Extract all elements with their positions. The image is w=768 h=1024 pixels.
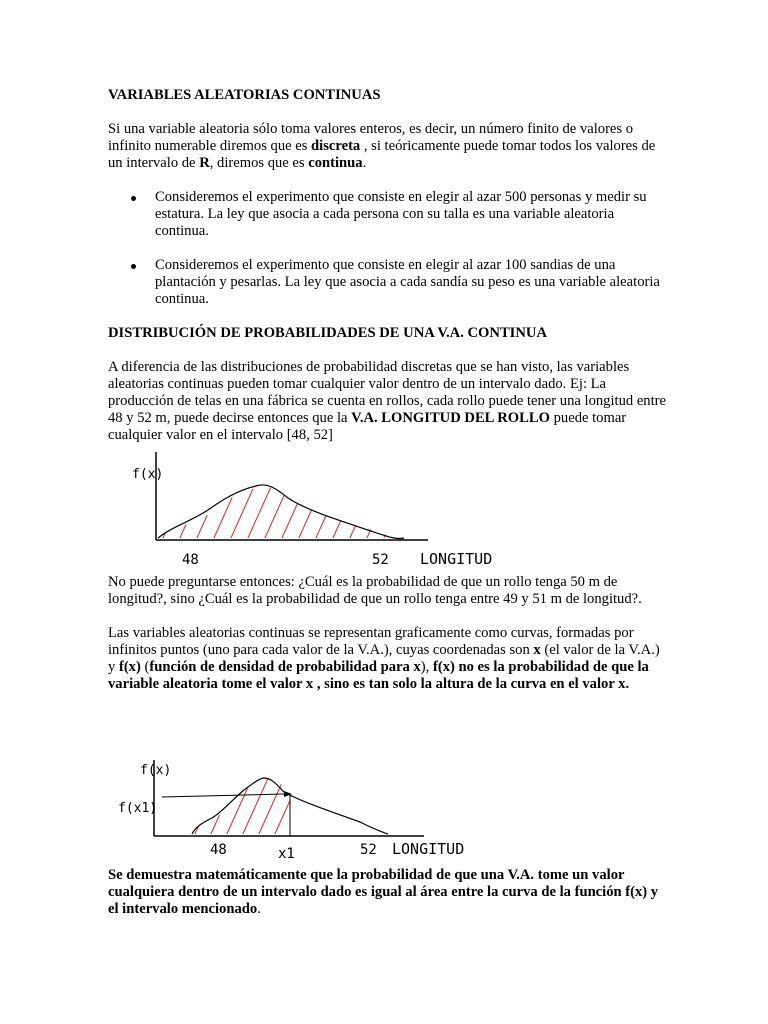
density-bold-fx: f(x) xyxy=(118,659,141,675)
y-axis-label: f(x) xyxy=(140,763,172,778)
hatch-line xyxy=(230,480,257,540)
distribution-text-1: A diferencia de las distribuciones de probabilidad discretas que se han visto, las variables aleatorias continuas pueden tomar cualquier valor dentro de un intervalo dado. Ej: La producción de telas en una fábrica se cuenta en rollos, cada rollo puede tener una longitud entre 48 y 52 m, puede decirse entonces que la xyxy=(108,359,666,426)
distribution-bold-longitud: V.A. LONGITUD DEL ROLLO xyxy=(351,410,550,426)
density-text-2: (el valor de la V.A.) y xyxy=(108,642,660,675)
hatch-line xyxy=(274,774,302,836)
list-item-text: Consideremos el experimento que consiste en elegir al azar 500 personas y medir su estatura. La ley que asocia a cada persona con su talla es una variable aleatoria continua. xyxy=(155,189,647,239)
hatch-line xyxy=(226,774,254,836)
distribution-paragraph xyxy=(108,359,668,444)
hatch-line xyxy=(210,774,238,836)
document-page-conclusion xyxy=(108,867,668,918)
hatch-line xyxy=(128,480,155,540)
hatch-line xyxy=(306,774,334,836)
x-tick-52: 52 xyxy=(372,552,389,568)
hatch-line xyxy=(281,480,308,540)
document-page xyxy=(108,84,668,444)
hatch-line xyxy=(162,480,189,540)
intro-bold-discreta: discreta xyxy=(311,138,361,154)
conclusion-paragraph xyxy=(108,867,668,918)
density-text-4: ), xyxy=(420,659,433,675)
density-bold-function: función de densidad de probabilidad para x xyxy=(149,659,421,675)
hatch-line xyxy=(242,774,270,836)
distribution-text-2: puede tomar cualquier valor en el intervalo [48, 52] xyxy=(108,410,627,443)
fx1-label: f(x1) xyxy=(118,801,158,816)
document-page-continued xyxy=(108,574,668,693)
density-paragraph xyxy=(108,625,668,693)
examples-list xyxy=(108,189,668,308)
hatch-line xyxy=(264,480,291,540)
hatch-line xyxy=(213,480,240,540)
density-curve xyxy=(158,485,404,539)
hatch-line xyxy=(417,480,444,540)
hatch-line xyxy=(178,774,206,836)
fx1-guide-line xyxy=(162,794,284,797)
hatch-line xyxy=(179,480,206,540)
intro-paragraph xyxy=(108,121,668,172)
hatch-line xyxy=(338,774,366,836)
intro-text-4: . xyxy=(362,155,367,171)
density-figure-1 xyxy=(128,452,528,574)
bullet-icon xyxy=(131,196,136,201)
hatch-line xyxy=(315,480,342,540)
page-title: VARIABLES ALEATORIAS CONTINUAS xyxy=(108,87,381,103)
hatch-line xyxy=(258,774,286,836)
intro-bold-r: R xyxy=(199,155,210,171)
list-item xyxy=(108,257,665,308)
hatch-line xyxy=(383,480,410,540)
intro-bold-continua: continua xyxy=(308,155,363,171)
density-bold-statement: f(x) no es la probabilidad de que la variable aleatoria tome el valor x , sino es tan solo la altura de la curva en el valor x. xyxy=(108,659,649,692)
density-bold-x: x xyxy=(533,642,541,658)
intro-text-2: , si teóricamente puede tomar todos los valores de un intervalo de xyxy=(108,138,656,171)
density-text-1: Las variables aleatorias continuas se representan graficamente como curvas, formadas por infinitos puntos (uno para cada valor de la V.A.), cuyas coordenadas son xyxy=(108,625,634,658)
section-heading: DISTRIBUCIÓN DE PROBABILIDADES DE UNA V.A. CONTINUA xyxy=(108,325,547,341)
x-tick-52: 52 xyxy=(360,842,377,858)
hatch-line xyxy=(400,480,427,540)
conclusion-bold: Se demuestra matemáticamente que la probabilidad de que una V.A. tome un valor cualquiera dentro de un intervalo dado es igual al área entre la curva de la función f(x) y el intervalo mencionado xyxy=(108,867,659,917)
x1-label: x1 xyxy=(278,846,295,862)
list-item-text: Consideremos el experimento que consiste en elegir al azar 100 sandias de una plantación y pesarlas. La ley que asocia a cada sandía su peso es una variable aleatoria continua. xyxy=(155,257,660,307)
density-figure-2 xyxy=(112,756,512,868)
hatch-line xyxy=(332,480,359,540)
x-axis-label: LONGITUD xyxy=(420,550,493,568)
bullet-icon xyxy=(131,264,136,269)
intro-text-1: Si una variable aleatoria sólo toma valores enteros, es decir, un número finito de valores o infinito numerable diremos que es xyxy=(108,121,634,154)
hatched-area xyxy=(128,480,478,540)
intro-text-3: , diremos que es xyxy=(209,155,309,171)
list-item xyxy=(108,189,665,240)
density-text-3: ( xyxy=(140,659,150,675)
conclusion-period: . xyxy=(257,901,261,917)
y-axis-label: f(x) xyxy=(132,467,164,482)
hatch-line xyxy=(322,774,350,836)
hatch-line xyxy=(162,774,190,836)
hatched-area xyxy=(162,774,366,836)
hatch-line xyxy=(451,480,478,540)
x-axis-label: LONGITUD xyxy=(392,840,465,858)
hatch-line xyxy=(247,480,274,540)
hatch-line xyxy=(196,480,223,540)
x-tick-48: 48 xyxy=(182,552,199,568)
question-paragraph: No puede preguntarse entonces: ¿Cuál es la probabilidad de que un rollo tenga 50 m de longitud?, sino ¿Cuál es la probabilidad de que un rollo tenga entre 49 y 51 m de longitud?. xyxy=(108,574,642,607)
hatch-line xyxy=(434,480,461,540)
x-tick-48: 48 xyxy=(210,842,227,858)
